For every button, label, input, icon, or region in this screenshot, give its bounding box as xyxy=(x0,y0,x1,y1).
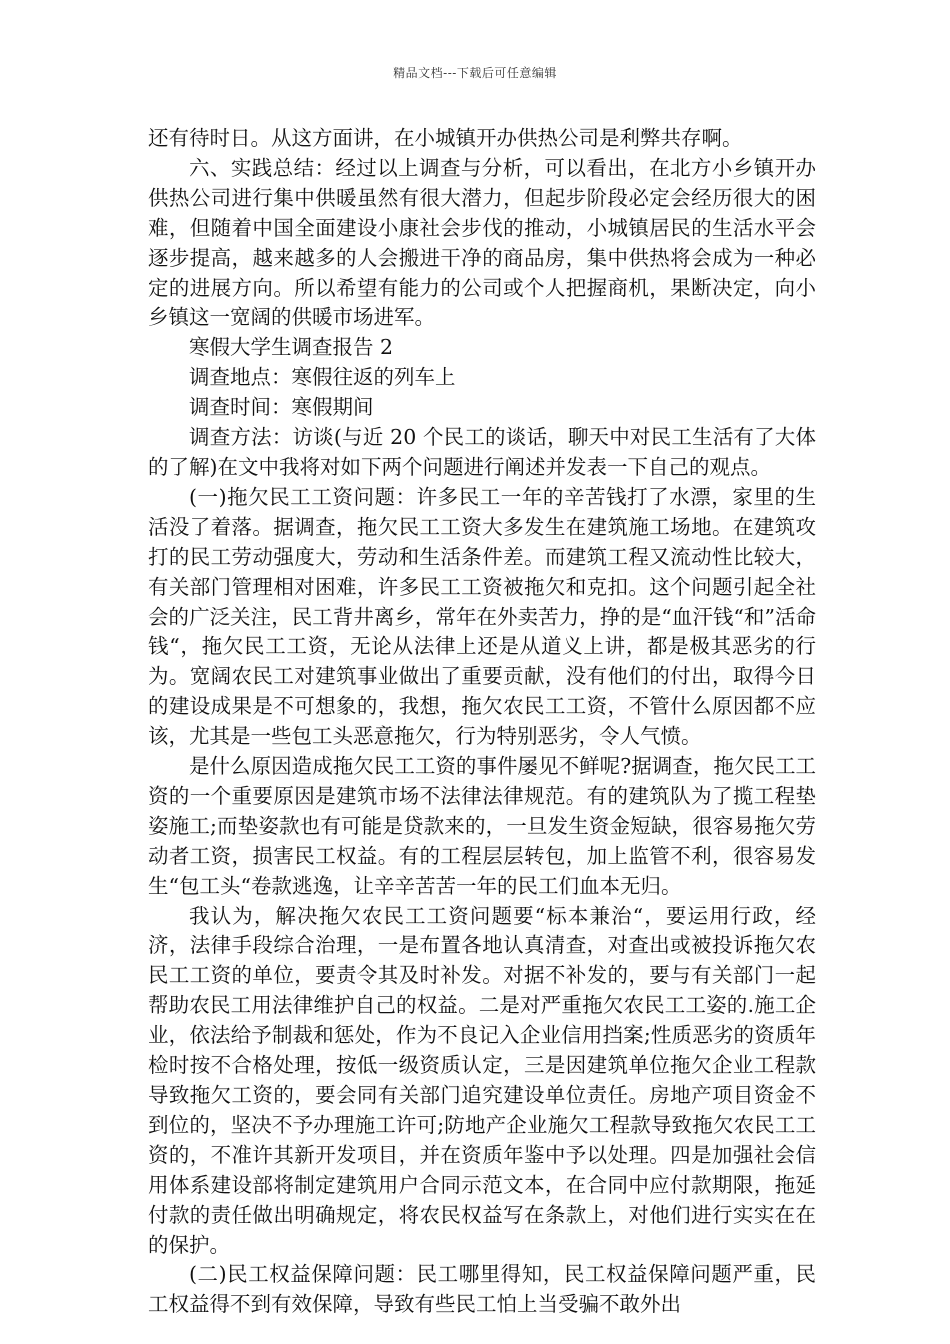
paragraph-arrears-causes: 是什么原因造成拖欠民工工资的事件屡见不鲜呢?据调查，拖欠民工工资的一个重要原因是建筑市场不法律法律规范。有的建筑队为了揽工程垫姿施工;而垫姿款也有可能是贷款来的，一旦发生资金短缺，很容易拖欠劳动者工资，损害民工权益。有的工程层层转包，加上监管不利，很容易发生“包工头“卷款逃逸，让辛辛苦苦一年的民工们血本无归。 xyxy=(148,754,816,898)
paragraph-rights-protection: (二)民工权益保障问题：民工哪里得知，民工权益保障问题严重，民工权益得不到有效保障，导致有些民工怕上当受骗不敢外出 xyxy=(148,1262,816,1317)
paragraph-solutions: 我认为，解决拖欠农民工工资问题要“标本兼治“，要运用行政，经济，法律手段综合治理，一是布置各地认真清查，对查出或被投诉拖欠农民工工资的单位，要责令其及时补发。对据不补发的，要与有关部门一起帮助农民工用法律维护自己的权益。二是对严重拖欠农民工工姿的.施工企业，依法给予制裁和惩处，作为不良记入企业信用挡案;性质恶劣的资质年检时按不合格处理，按低一级资质认定，三是因建筑单位拖欠企业工程款导致拖欠工资的，要会同有关部门追究建设单位责任。房地产项目资金不到位的，坚决不予办理施工许可;防地产企业施欠工程款导致拖欠农民工工资的，不准许其新开发项目，并在资质年鉴中予以处理。四是加强社会信用体系建设部将制定建筑用户合同示范文本，在合同中应付款期限，拖延付款的责任做出明确规定，将农民权益写在条款上，对他们进行实实在在的保护。 xyxy=(148,903,816,1257)
paragraph-continuation: 还有待时日。从这方面讲，在小城镇开办供热公司是利弊共存啊。 xyxy=(148,126,743,150)
report-title: 寒假大学生调查报告 2 xyxy=(189,335,394,360)
paragraph-wage-arrears: (一)拖欠民工工资问题：许多民工一年的辛苦钱打了水漂，家里的生活没了着落。据调查，拖欠民工工资大多发生在建筑施工场地。在建筑攻打的民工劳动强度大，劳动和生活条件差。而建筑工程又流动性比较大，有关部门管理相对困难，许多民工工资被拖欠和克扣。这个问题引起全社会的广泛关注，民工背井离乡，常年在外卖苦力，挣的是“血汗钱“和”活命钱“，拖欠民工工资，无论从法律上还是从道义上讲，都是极其恶劣的行为。宽阔农民工对建筑事业做出了重要贡献，没有他们的付出，取得今日的建设成果是不可想象的，我想，拖欠农民工工资，不管什么原因都不应该，尤其是一些包工头恶意拖欠，行为特别恶劣，令人气愤。 xyxy=(148,484,816,749)
paragraph-practice-summary: 六、实践总结：经过以上调查与分析，可以看出，在北方小乡镇开办供热公司进行集中供暖虽然有很大潜力，但起步阶段必定会经历很大的困难，但随着中国全面建设小康社会步伐的推动，小城镇居民的生活水平会逐步提高，越来越多的人会搬进干净的商品房，集中供热将会成为一种必定的进展方向。所以希望有能力的公司或个人把握商机，果断决定，向小乡镇这一宽阔的供暖市场进军。 xyxy=(148,155,816,330)
survey-time: 调查时间：寒假期间 xyxy=(189,395,374,420)
page-header: 精品文档---下载后可任意编辑 xyxy=(393,66,557,80)
document-body xyxy=(148,124,816,1320)
survey-method: 调查方法：访谈(与近 20 个民工的谈话，聊天中对民工生活有了大体的了解)在文中我将对如下两个问题进行阐述并发表一下自己的观点。 xyxy=(148,425,816,479)
survey-location: 调查地点：寒假往返的列车上 xyxy=(189,365,456,390)
